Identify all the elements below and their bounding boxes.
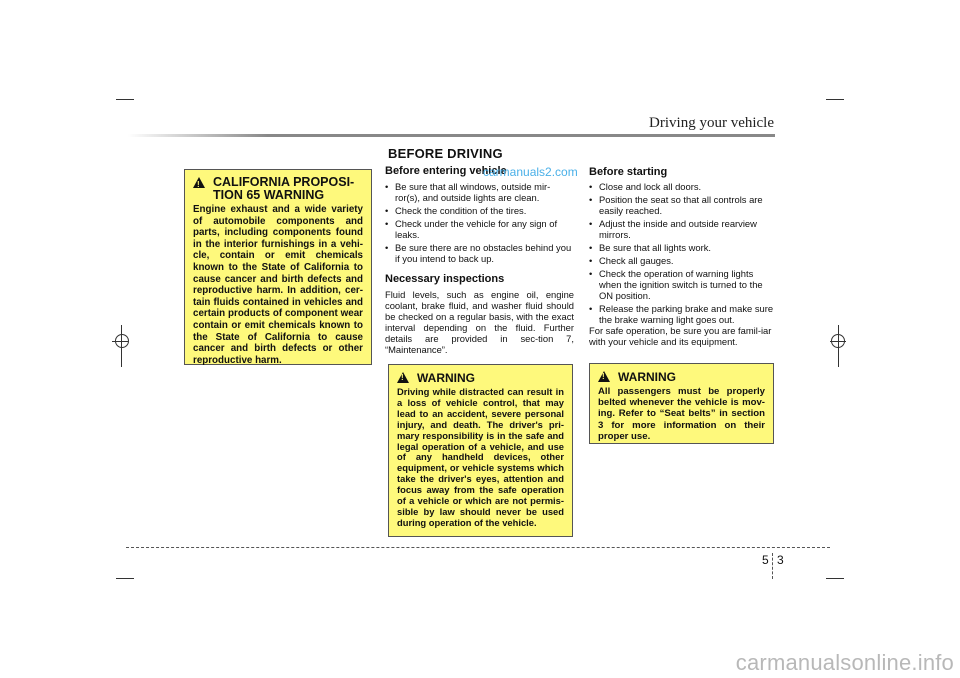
inspections-body: Fluid levels, such as engine oil, engine coolant, brake fluid, and washer fluid should be checked on a regular basis, with the exact interval depending on the fluid. Further details are provided in sec-tion 7, “Maintenance”. [385, 289, 574, 355]
header-title: Driving your vehicle [649, 115, 774, 131]
list-item: • Check the operation of warning lights when the ignition switch is turned to the ON position. [589, 268, 775, 301]
distraction-warning-header [397, 371, 564, 385]
before-starting-heading: Before starting [589, 166, 668, 178]
warning-triangle-icon [397, 372, 409, 383]
site-watermark: carmanualsonline.info [735, 650, 954, 675]
california-warning-body: Engine exhaust and a wide variety of automobile components and parts, including components found in the interior furnishings in a vehi-cle, contain or emit chemicals known to the State of California to cause cancer and birth defects and reproductive harm. In addition, cer-tain fluids contained in vehicles and certain products of component wear contain or emit chemicals known to the State of California to cause cancer and birth defects or other reproductive harm. [193, 204, 363, 366]
distraction-warning-box [388, 364, 573, 537]
california-warning-heading: CALIFORNIA PROPOSI- TION 65 WARNING [213, 175, 355, 202]
california-warning-box [184, 169, 372, 365]
header-rule-fade [128, 134, 268, 137]
list-item: • Be sure there are no obstacles behind you if you intend to back up. [385, 242, 574, 264]
distraction-warning-body: Driving while distracted can result in a loss of vehicle control, that may lead to an accident, severe personal injury, and death. The driver's pri-mary responsibility is in the safe and legal operation of a vehicle, and use of any handheld devices, other equipment, or vehicle systems which take the driver's eyes, attention and focus away from the safe operation of a vehicle or which are not permis-sible by law should never be used during operation of the vehicle. [397, 386, 564, 528]
seatbelt-warning-box [589, 363, 774, 444]
page-number-divider [772, 553, 773, 579]
warning-triangle-icon [193, 177, 205, 188]
list-item: • Be sure that all lights work. [589, 242, 775, 253]
list-item: • Be sure that all windows, outside mir-ror(s), and outside lights are clean. [385, 181, 574, 203]
footer-rule [126, 547, 830, 548]
before-entering-heading: Before entering vehicle [385, 165, 507, 177]
seatbelt-warning-header [598, 370, 765, 384]
page-section-number: 5 [762, 553, 769, 567]
before-starting-closing: For safe operation, be sure you are famil-iar with your vehicle and its equipment. [589, 325, 772, 347]
warning-triangle-icon [598, 371, 610, 382]
crop-mark-top-right [826, 99, 844, 100]
before-entering-list [385, 181, 574, 266]
watermark-text: carmanuals2.com [483, 165, 578, 179]
list-item: • Adjust the inside and outside rearview mirrors. [589, 218, 775, 240]
page-number: 3 [777, 553, 784, 567]
crop-mark-top-left [116, 99, 134, 100]
list-item: • Check the condition of the tires. [385, 205, 574, 216]
list-item: • Release the parking brake and make sure the brake warning light goes out. [589, 303, 775, 325]
registration-circle-right [831, 334, 845, 348]
section-title: BEFORE DRIVING [388, 146, 503, 161]
seatbelt-warning-heading: WARNING [618, 370, 676, 384]
list-item: • Position the seat so that all controls are easily reached. [589, 194, 775, 216]
crop-mark-bottom-left [116, 578, 134, 579]
seatbelt-warning-body: All passengers must be properly belted whenever the vehicle is mov-ing. Refer to “Seat belts” in section 3 for more information on their proper use. [598, 386, 765, 442]
registration-circle-left [115, 334, 129, 348]
list-item: • Close and lock all doors. [589, 181, 775, 192]
inspections-heading: Necessary inspections [385, 273, 505, 285]
california-warning-header [193, 176, 363, 202]
before-starting-list [589, 181, 775, 327]
list-item: • Check under the vehicle for any sign of leaks. [385, 218, 574, 240]
list-item: • Check all gauges. [589, 255, 775, 266]
distraction-warning-heading: WARNING [417, 371, 475, 385]
crop-mark-bottom-right [826, 578, 844, 579]
